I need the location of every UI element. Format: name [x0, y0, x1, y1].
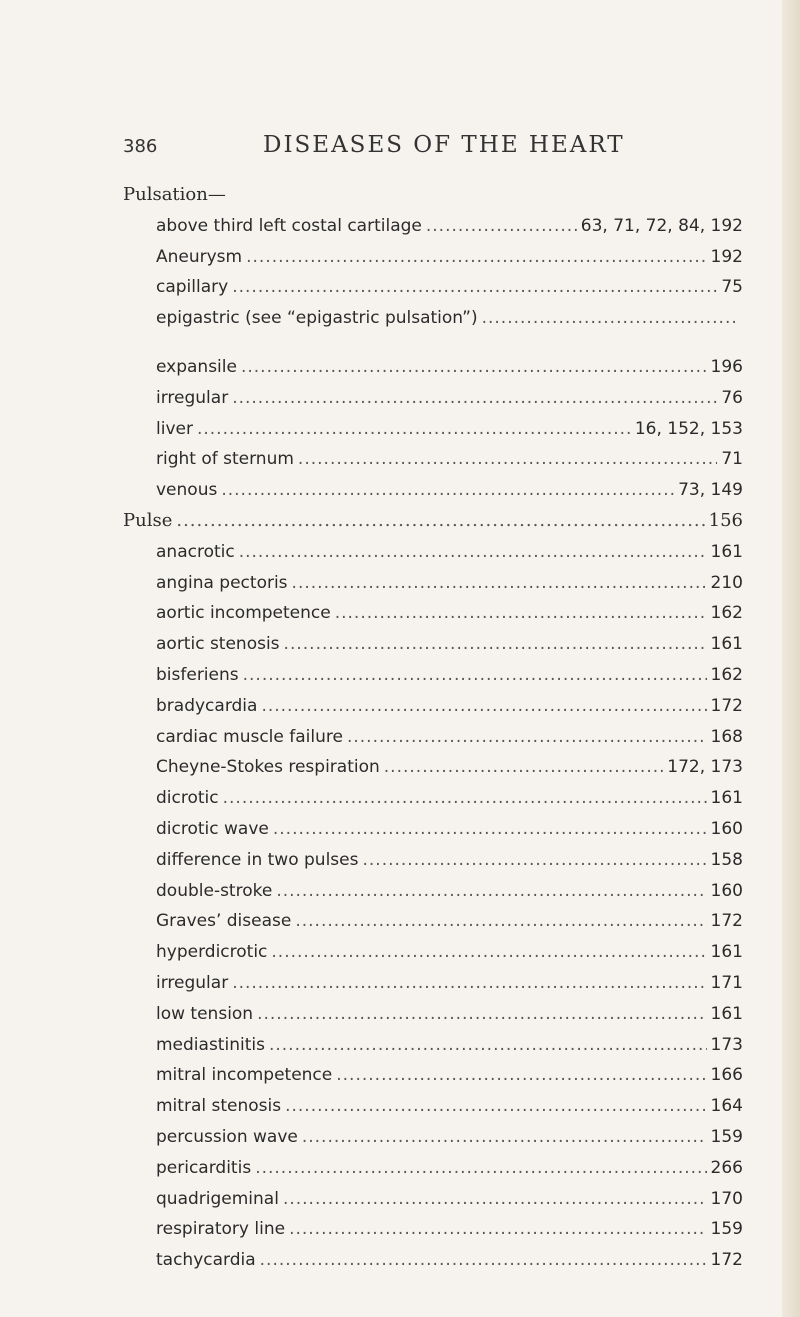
index-heading-pulsation — [123, 180, 743, 211]
dot-leader — [276, 876, 706, 907]
entry-pages: 161 — [710, 942, 743, 963]
entry-term: tachycardia — [156, 1250, 256, 1271]
entry-pages: 161 — [710, 634, 743, 655]
index-entry — [123, 876, 743, 907]
entry-term: mediastinitis — [156, 1034, 265, 1055]
entry-pages: 171 — [710, 972, 743, 993]
entry-term: venous — [156, 480, 218, 501]
dot-leader — [336, 1060, 706, 1091]
entry-pages: 173 — [710, 1034, 743, 1055]
entry-pages: 168 — [710, 726, 743, 747]
index-entry — [123, 211, 743, 242]
index-entry — [123, 537, 743, 568]
dot-leader — [273, 814, 707, 845]
dot-leader — [426, 211, 577, 242]
dot-leader — [285, 1091, 706, 1122]
entry-pages: 170 — [710, 1188, 743, 1209]
entry-term: anacrotic — [156, 541, 235, 562]
entry-pages: 75 — [721, 277, 743, 298]
dot-leader — [197, 414, 631, 445]
page-header — [123, 132, 683, 158]
index-entry — [123, 660, 743, 691]
entry-pages: 161 — [710, 541, 743, 562]
entry-pages: 71 — [721, 449, 743, 470]
page-edge-shadow — [782, 0, 800, 1317]
index-entry — [123, 598, 743, 629]
index-entry — [123, 383, 743, 414]
dot-leader — [362, 845, 706, 876]
entry-term: bradycardia — [156, 695, 258, 716]
entry-term: quadrigeminal — [156, 1188, 279, 1209]
entry-pages: 160 — [710, 880, 743, 901]
index-entry — [123, 1030, 743, 1061]
index-entry — [123, 1122, 743, 1153]
heading-term: Pulse — [123, 509, 173, 531]
index-entry — [123, 999, 743, 1030]
entry-gap — [123, 334, 743, 352]
entry-pages: 161 — [710, 1003, 743, 1024]
entry-pages: 210 — [710, 572, 743, 593]
entry-term: mitral stenosis — [156, 1096, 282, 1117]
dot-leader — [335, 598, 707, 629]
index-entry — [123, 568, 743, 599]
entry-pages: 159 — [710, 1219, 743, 1240]
index-entry — [123, 814, 743, 845]
dot-leader — [243, 660, 707, 691]
entry-pages: 164 — [710, 1096, 743, 1117]
entry-pages: 158 — [710, 849, 743, 870]
heading-term: Pulsation— — [123, 184, 226, 205]
entry-term: aortic incompetence — [156, 603, 331, 624]
page-number: 386 — [123, 136, 158, 157]
dot-leader — [255, 1153, 706, 1184]
index-heading-pulse — [123, 506, 743, 537]
index-entry — [123, 845, 743, 876]
entry-term: percussion wave — [156, 1126, 298, 1147]
entry-pages: 172 — [710, 1250, 743, 1271]
dot-leader — [232, 383, 717, 414]
dot-leader — [176, 506, 704, 537]
dot-leader — [482, 303, 739, 334]
entry-pages: 16, 152, 153 — [634, 418, 743, 439]
dot-leader — [269, 1030, 707, 1061]
dot-leader — [302, 1122, 707, 1153]
heading-pages: 156 — [708, 509, 743, 531]
index-entry — [123, 906, 743, 937]
entry-term: dicrotic wave — [156, 818, 269, 839]
dot-leader — [289, 1214, 706, 1245]
index-entry — [123, 475, 743, 506]
entry-term: mitral incompetence — [156, 1065, 333, 1086]
dot-leader — [298, 444, 717, 475]
dot-leader — [232, 272, 717, 303]
index-entry — [123, 691, 743, 722]
entry-pages: 162 — [710, 664, 743, 685]
index-entry — [123, 272, 743, 303]
index-entry — [123, 303, 743, 334]
index-entry — [123, 722, 743, 753]
entry-term: pericarditis — [156, 1157, 252, 1178]
dot-leader — [221, 475, 674, 506]
entry-term: irregular — [156, 387, 229, 408]
entry-pages: 73, 149 — [678, 480, 743, 501]
dot-leader — [232, 968, 706, 999]
dot-leader — [271, 937, 706, 968]
entry-term: liver — [156, 418, 193, 439]
entry-term: respiratory line — [156, 1219, 286, 1240]
index-entry — [123, 752, 743, 783]
entry-term: capillary — [156, 277, 229, 298]
dot-leader — [295, 906, 706, 937]
entry-term: aortic stenosis — [156, 634, 280, 655]
entry-term: double-stroke — [156, 880, 273, 901]
dot-leader — [384, 752, 664, 783]
dot-leader — [283, 1184, 707, 1215]
dot-leader — [257, 999, 706, 1030]
entry-term: right of sternum — [156, 449, 294, 470]
index-entry — [123, 444, 743, 475]
dot-leader — [347, 722, 707, 753]
entry-pages: 63, 71, 72, 84, 192 — [580, 215, 743, 236]
entry-pages: 160 — [710, 818, 743, 839]
index-entry — [123, 968, 743, 999]
entry-pages: 159 — [710, 1126, 743, 1147]
entry-pages: 172 — [710, 695, 743, 716]
dot-leader — [223, 783, 707, 814]
entry-term: hyperdicrotic — [156, 942, 268, 963]
entry-pages: 172 — [710, 911, 743, 932]
index-entry — [123, 1060, 743, 1091]
dot-leader — [241, 352, 707, 383]
entry-term: Aneurysm — [156, 246, 243, 267]
dot-leader — [246, 242, 706, 273]
dot-leader — [239, 537, 707, 568]
dot-leader — [260, 1245, 707, 1276]
entry-pages: 162 — [710, 603, 743, 624]
entry-pages: 166 — [710, 1065, 743, 1086]
running-title: DISEASES OF THE HEART — [263, 132, 625, 158]
index-entry — [123, 937, 743, 968]
entry-term: above third left costal cartilage — [156, 215, 422, 236]
entry-term: difference in two pulses — [156, 849, 359, 870]
entry-term: bisferiens — [156, 664, 239, 685]
entry-term: expansile — [156, 356, 237, 377]
index-entry — [123, 783, 743, 814]
dot-leader — [284, 629, 707, 660]
index-entry — [123, 352, 743, 383]
entry-term: dicrotic — [156, 788, 219, 809]
dot-leader — [261, 691, 706, 722]
entry-term: irregular — [156, 972, 229, 993]
entry-term: Graves’ disease — [156, 911, 292, 932]
entry-term: epigastric (see “epigastric pulsation”) — [156, 308, 478, 329]
dot-leader — [292, 568, 707, 599]
entry-term: angina pectoris — [156, 572, 288, 593]
entry-pages: 192 — [710, 246, 743, 267]
entry-term: Cheyne-Stokes respiration — [156, 757, 380, 778]
entry-pages: 266 — [710, 1157, 743, 1178]
entry-pages: 196 — [710, 356, 743, 377]
entry-term: low tension — [156, 1003, 254, 1024]
index-entry — [123, 1153, 743, 1184]
index-entry — [123, 414, 743, 445]
entry-pages: 172, 173 — [667, 757, 743, 778]
entry-pages: 76 — [721, 387, 743, 408]
index-entries — [123, 180, 743, 1276]
entry-pages: 161 — [710, 788, 743, 809]
index-entry — [123, 1214, 743, 1245]
entry-term: cardiac muscle failure — [156, 726, 343, 747]
index-entry — [123, 242, 743, 273]
index-entry — [123, 1245, 743, 1276]
index-entry — [123, 629, 743, 660]
index-entry — [123, 1184, 743, 1215]
index-entry — [123, 1091, 743, 1122]
